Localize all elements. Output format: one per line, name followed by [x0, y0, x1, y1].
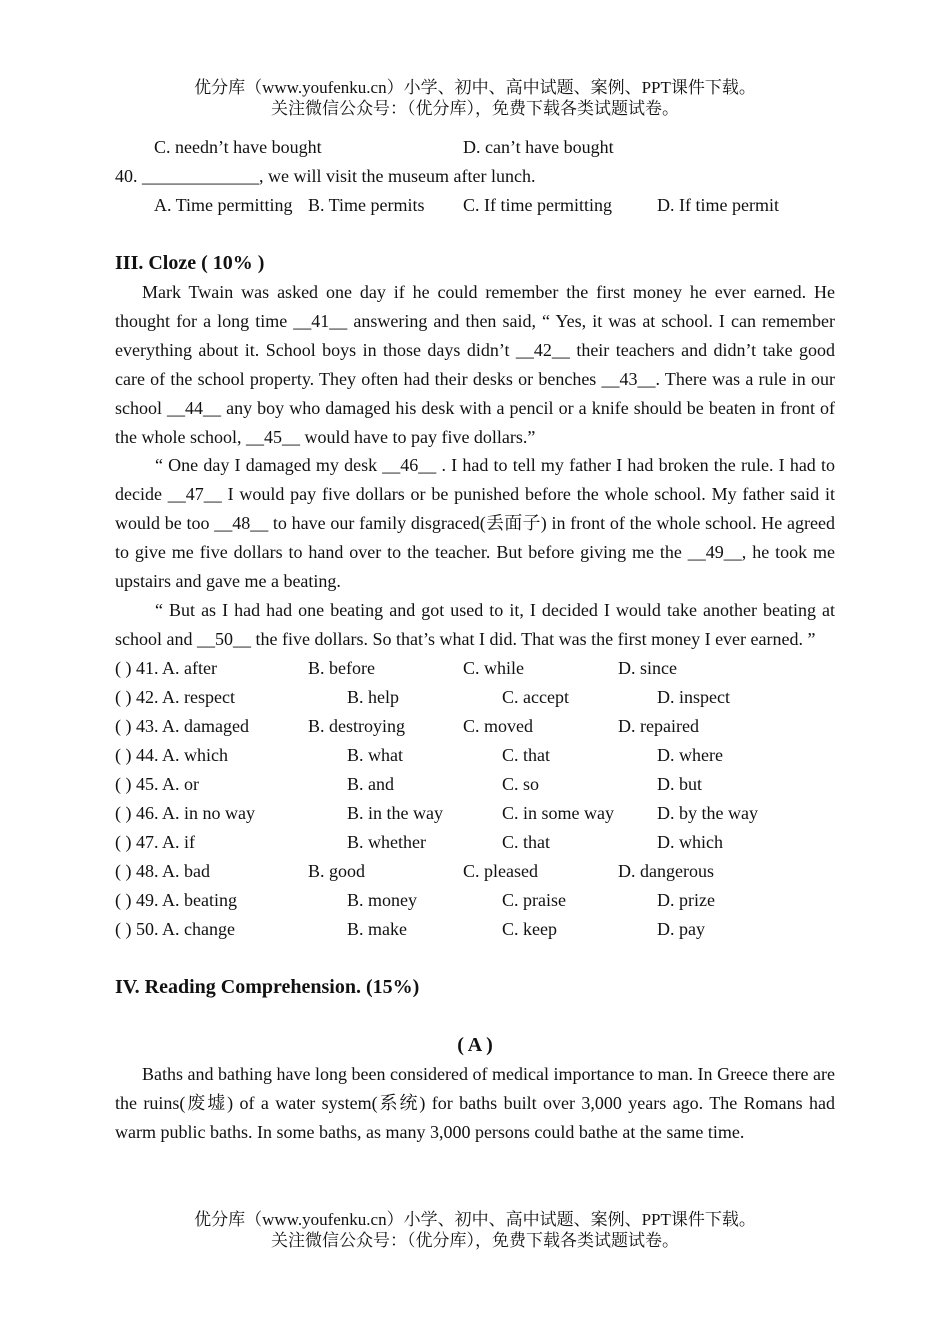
cloze-option-b: B. what — [347, 744, 403, 765]
header-line-2: 关注微信公众号：（优分库），免费下载各类试题试卷。 — [271, 99, 679, 118]
cloze-option-c: C. while — [463, 657, 524, 678]
cloze-option-b: B. whether — [347, 831, 426, 852]
cloze-option-b: B. good — [308, 860, 366, 881]
cloze-option-a: ( ) 41. A. after — [115, 657, 217, 678]
cloze-paragraph-2: “ One day I damaged my desk __46__ . I had to tell my father I had broken the rule. I had to decide __47__ I would pay five dollars or be punished before the whole school. My father said it would be too __48__ to have our family disgraced(丢面子) in front of the whole school. He agreed to give me five dollars to hand over to the teacher. But before giving me the __49__, he took me upstairs and gave me a beating. — [115, 455, 835, 592]
cloze-option-b: B. in the way — [347, 802, 443, 823]
cloze-option-c: C. that — [502, 831, 550, 852]
cloze-option-b: B. help — [347, 686, 399, 707]
option-39-c: C. needn’t have bought — [154, 137, 322, 157]
cloze-question-row — [115, 915, 835, 944]
cloze-option-d: D. since — [618, 657, 677, 678]
cloze-option-d: D. prize — [657, 889, 715, 910]
passage-a-text: Baths and bathing have long been considered of medical importance to man. In Greece there are the ruins(废墟) of a water system(系统) for baths built over 3,000 years ago. The Romans had warm public baths. In some baths, as many 3,000 persons could bathe at the same time. — [115, 1063, 835, 1142]
option-39-d: D. can’t have bought — [463, 137, 614, 157]
page-content — [115, 133, 835, 1147]
cloze-option-c: C. that — [502, 744, 550, 765]
cloze-option-b: B. before — [308, 657, 375, 678]
cloze-option-c: C. in some way — [502, 802, 614, 823]
cloze-question-row — [115, 857, 835, 886]
cloze-question-row — [115, 683, 835, 712]
page-header — [0, 77, 950, 119]
cloze-option-c: C. keep — [502, 918, 557, 939]
cloze-option-b: B. money — [347, 889, 417, 910]
page-footer — [0, 1209, 950, 1251]
reading-heading: IV. Reading Comprehension. (15%) — [115, 975, 420, 998]
cloze-option-a: ( ) 43. A. damaged — [115, 715, 249, 736]
cloze-question-row — [115, 712, 835, 741]
footer-line-1: 优分库（www.youfenku.cn）小学、初中、高中试题、案例、PPT课件下载。 — [194, 1210, 756, 1229]
option-40-d: D. If time permit — [657, 195, 779, 215]
cloze-question-row — [115, 799, 835, 828]
cloze-option-a: ( ) 47. A. if — [115, 831, 195, 852]
cloze-heading: III. Cloze ( 10% ) — [115, 252, 265, 274]
question-40-stem: 40. _____________, we will visit the museum after lunch. — [115, 166, 536, 186]
cloze-option-a: ( ) 48. A. bad — [115, 860, 210, 881]
question-39-options — [115, 133, 835, 162]
cloze-option-a: ( ) 42. A. respect — [115, 686, 235, 707]
cloze-option-d: D. inspect — [657, 686, 730, 707]
cloze-option-c: C. pleased — [463, 860, 538, 881]
cloze-option-d: D. by the way — [657, 802, 758, 823]
cloze-option-c: C. so — [502, 773, 540, 794]
cloze-question-row — [115, 770, 835, 799]
cloze-question-row — [115, 886, 835, 915]
cloze-option-d: D. dangerous — [618, 860, 714, 881]
option-40-a: A. Time permitting — [154, 195, 293, 215]
cloze-option-d: D. which — [657, 831, 723, 852]
cloze-option-d: D. where — [657, 744, 723, 765]
cloze-option-a: ( ) 50. A. change — [115, 918, 235, 939]
cloze-paragraph-1: Mark Twain was asked one day if he could remember the first money he ever earned. He thought for a long time __41__ answering and then said, “ Yes, it was at school. I can remember everything about it. School boys in those days didn’t __42__ their teachers and didn’t take good care of the school property. They often had their desks or benches __43__. There was a rule in our school __44__ any boy who damaged his desk with a pencil or a knife should be beaten in front of the whole school, __45__ would have to pay five dollars.” — [115, 282, 835, 447]
cloze-option-c: C. accept — [502, 686, 569, 707]
cloze-option-b: B. make — [347, 918, 407, 939]
cloze-question-row — [115, 828, 835, 857]
cloze-option-a: ( ) 45. A. or — [115, 773, 199, 794]
cloze-option-c: C. moved — [463, 715, 533, 736]
cloze-option-a: ( ) 49. A. beating — [115, 889, 237, 910]
cloze-option-a: ( ) 46. A. in no way — [115, 802, 255, 823]
cloze-question-row — [115, 741, 835, 770]
cloze-option-d: D. repaired — [618, 715, 699, 736]
passage-a-title: ( A ) — [457, 1033, 493, 1056]
question-40-options — [115, 191, 835, 220]
cloze-option-d: D. but — [657, 773, 702, 794]
cloze-option-b: B. and — [347, 773, 394, 794]
option-40-c: C. If time permitting — [463, 195, 612, 215]
cloze-option-d: D. pay — [657, 918, 705, 939]
footer-line-2: 关注微信公众号：（优分库），免费下载各类试题试卷。 — [271, 1231, 679, 1250]
cloze-question-row — [115, 654, 835, 683]
cloze-option-a: ( ) 44. A. which — [115, 744, 228, 765]
option-40-b: B. Time permits — [308, 195, 425, 215]
header-line-1: 优分库（www.youfenku.cn）小学、初中、高中试题、案例、PPT课件下载。 — [194, 78, 756, 97]
cloze-option-b: B. destroying — [308, 715, 405, 736]
cloze-option-c: C. praise — [502, 889, 566, 910]
cloze-question-list — [115, 654, 835, 944]
cloze-paragraph-3: “ But as I had had one beating and got used to it, I decided I would take another beating at school and __50__ the five dollars. So that’s what I did. That was the first money I ever earned. ” — [115, 599, 835, 649]
